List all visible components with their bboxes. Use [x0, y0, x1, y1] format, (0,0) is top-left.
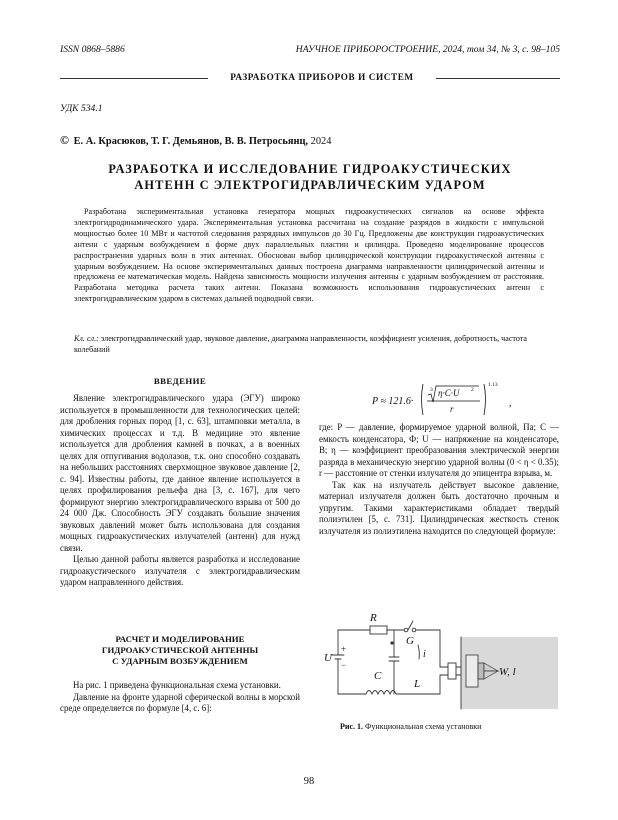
- label-c: C: [374, 670, 382, 682]
- calc-paragraph-1: На рис. 1 приведена функциональная схема установки.: [73, 680, 281, 690]
- formula-legend: где: P — давление, формируемое ударной волной, Па; C — емкость конденсатора, Ф; U — напряжение на конденсаторе, В; η — коэффициент преобразования электрической энергии разряда в механическую энергию ударной волны (0 < η < 0.35); r — расстояние от стенки излучателя до эпицентра взрыва, м.: [319, 422, 559, 478]
- electrode-holder: [448, 663, 456, 679]
- formula-left-paren: [422, 384, 424, 415]
- journal-issn: ISSN 0868–5886: [60, 44, 125, 55]
- circuit-diagram: [322, 597, 560, 715]
- calc-heading-line-2: ГИДРОАКУСТИЧЕСКОЙ АНТЕННЫ: [101, 645, 259, 655]
- spark-gap-left: [404, 628, 408, 632]
- section-heading-calc: [60, 634, 300, 667]
- page-number: 98: [303, 776, 315, 787]
- section-heading-intro: ВВЕДЕНИЕ: [153, 376, 207, 386]
- article-title: [60, 161, 560, 193]
- journal-citation: НАУЧНОЕ ПРИБОРОСТРОЕНИЕ, 2024, том 34, № 3, с. 98–105: [295, 44, 560, 55]
- label-current: i: [423, 649, 426, 660]
- intro-body: [60, 393, 300, 589]
- author-names: Е. А. Красюков, Т. Г. Демьянов, В. В. Петросьянц,: [73, 136, 309, 147]
- publication-year: 2024: [310, 136, 332, 147]
- formula-comma: ,: [509, 398, 512, 409]
- calc-body: [60, 680, 300, 715]
- keywords-text: электрогидравлический удар, звуковое давление, диаграмма направленности, коэффициент усиления, добротность, частота колебаний: [74, 334, 528, 354]
- intro-paragraph-2: Целью данной работы является разработка и исследование гидроакустического излучателя с электрогидравлическим ударом направленного действия.: [60, 554, 300, 587]
- antenna-emitter: [466, 655, 478, 687]
- label-l: L: [414, 678, 421, 690]
- udc-code: УДК 534.1: [60, 103, 103, 114]
- calc-heading-line-3: С УДАРНЫМ ВОЗБУЖДЕНИЕМ: [112, 656, 248, 666]
- material-paragraph: Так как на излучатель действует высокое давление, материал излучателя должен быть достаточно прочным и упругим. Такими характеристиками обладает твердый полиэтилен [5, с. 731]. Цилиндрическая жесткость стенок излучателя из полиэтилена находится по следующей формуле:: [319, 479, 559, 536]
- formula-lhs: P ≈ 121.6·: [372, 396, 414, 407]
- right-column-body: [319, 422, 559, 537]
- title-line-2: АНТЕНН С ЭЛЕКТРОГИДРАВЛИЧЕСКИМ УДАРОМ: [134, 178, 486, 192]
- label-minus: −: [341, 660, 347, 670]
- keywords-label: Кл. сл.:: [74, 334, 99, 343]
- pressure-formula: [372, 381, 552, 419]
- section-rubric: РАЗРАБОТКА ПРИБОРОВ И СИСТЕМ: [208, 72, 436, 82]
- formula-exponent: 1.13: [488, 382, 498, 388]
- author-line: [60, 133, 331, 148]
- formula-right-paren: [484, 384, 486, 415]
- intro-paragraph-1: Явление электрогидравлического удара (ЭГУ) широко используется в промышленности для технологических целей: для дробления горных пород [1, с. 63], штамповки металла, в химических процессах и т.д. В медицине это явление используется для дробления камней в почках, а в военных целях для отпугивания водолазов, т.к. оно способно создавать на небольших расстояниях сверхмощное звуковое давление [2, с. 94]. Известны работы, где данное явление используется в целях профилирования рельефа дна [3, с. 167], для чего формируют энергию электрогидравлического взрыва от 500 до 24 000 Дж. Способность ЭГУ создавать большие значения звуковых давлений может быть использована для создания мощных гидроакустических излучателей (антенн) для нужд связи.: [60, 393, 300, 553]
- label-plus: +: [341, 644, 347, 654]
- caption-text: Функциональная схема установки: [365, 722, 482, 731]
- caption-number: Рис. 1.: [340, 722, 364, 731]
- label-w-l: W, l: [499, 666, 516, 678]
- current-arc: [418, 645, 419, 659]
- formula-denominator: r: [450, 404, 454, 414]
- junction-dot: [390, 641, 393, 644]
- keywords: [74, 334, 544, 356]
- abstract: Разработана экспериментальная установка генератора мощных гидроакустических сигналов на основе эффекта электрогидродинамического удара. Экспериментальная установка рассчитана на создание разрядов в жидкости с импульсной мощностью более 10 МВт и частотой следования разрядных импульсов до 30 Гц. Предложены две конструкции гидроакустических антенн с ударным возбуждением в форме двух параллельных пластин и цилиндра. Проведено моделирование процессов распространения ударных волн в этих антеннах. Обоснован выбор цилиндрической конструкции гидроакустической антенны с ударным возбуждением. На основе экспериментальных данных построена диаграмма направленности цилиндрической антенны и предложена ее математическая модель. Найдена зависимость мощности излучения антенны с ударным возбуждением от расстояния. Разработана методика расчета таких антенн. Показана возможность использования гидроакустических антенн с электрогидравлическим ударом в системах дальней подводной связи.: [74, 207, 544, 304]
- calc-paragraph-2: Давление на фронте ударной сферической волны в морской среде определяется по формуле [4, с. 6]:: [60, 691, 300, 713]
- spark-gap-right: [412, 628, 416, 632]
- resistor-r: [370, 626, 387, 634]
- label-r: R: [370, 612, 377, 624]
- formula-square: 2: [471, 387, 474, 393]
- formula-radicand: η·C·U: [438, 388, 460, 398]
- copyright-icon: ©: [60, 133, 69, 147]
- inductor-l: [366, 691, 396, 695]
- figure-caption: [340, 722, 481, 731]
- formula-root-index: 3: [430, 387, 433, 393]
- title-line-1: РАЗРАБОТКА И ИССЛЕДОВАНИЕ ГИДРОАКУСТИЧЕСКИХ: [108, 162, 512, 176]
- label-g: G: [406, 635, 414, 647]
- calc-heading-line-1: РАСЧЕТ И МОДЕЛИРОВАНИЕ: [115, 634, 245, 644]
- label-u: U: [324, 652, 332, 664]
